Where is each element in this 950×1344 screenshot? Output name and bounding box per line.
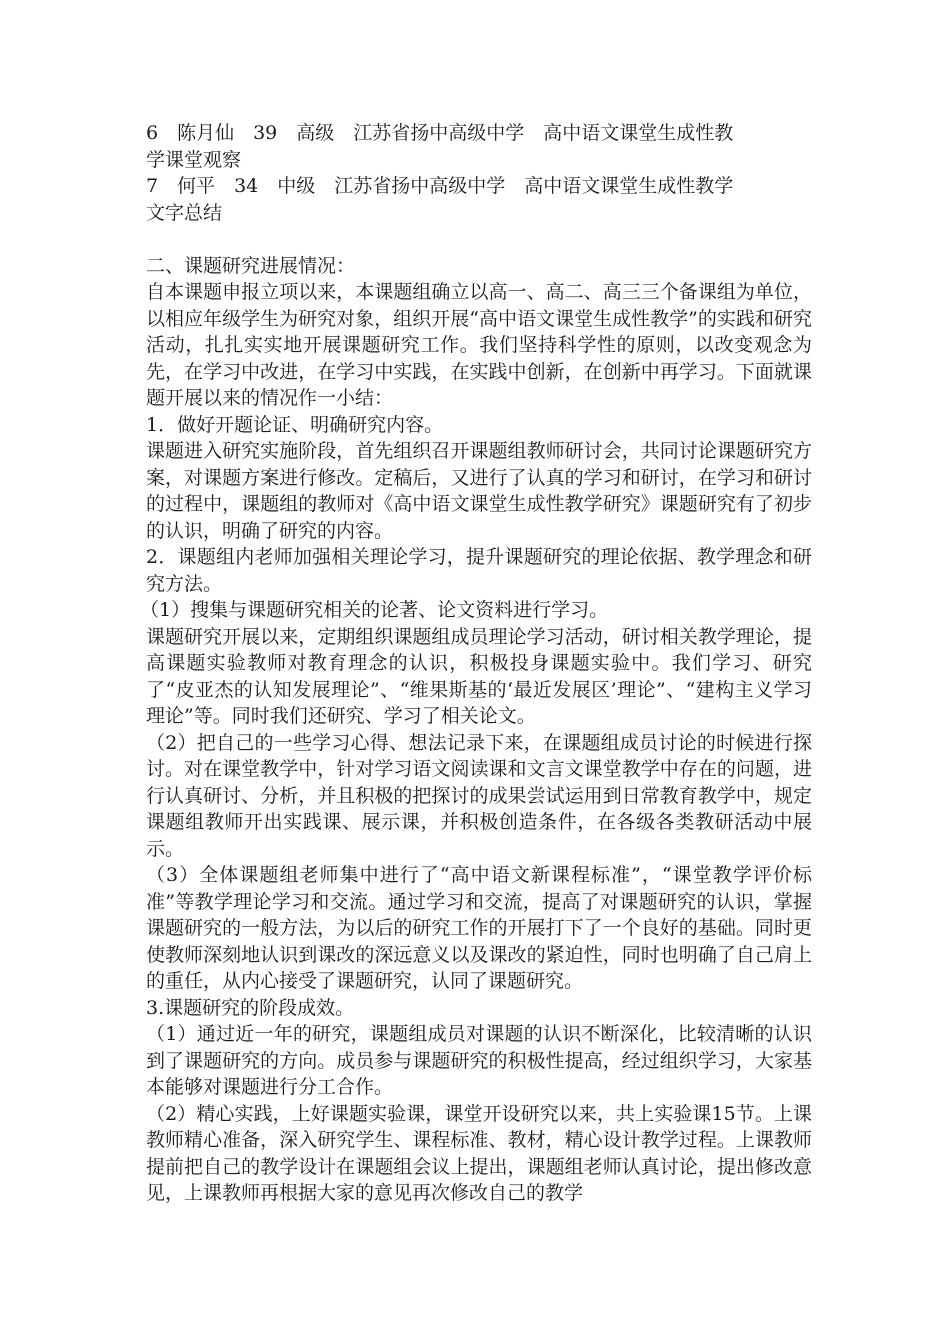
item1-heading: 1．做好开题论证、明确研究内容。 bbox=[146, 413, 444, 436]
member-row-7-cont: 文字总结 bbox=[146, 201, 223, 224]
spacer bbox=[146, 226, 812, 253]
member-row-7: 7 何平 34 中级 江苏省扬中高级中学 高中语文课堂生成性教学 bbox=[146, 175, 734, 197]
member-row-6: 6 陈月仙 39 高级 江苏省扬中高级中学 高中语文课堂生成性教 bbox=[146, 122, 734, 144]
item3-sub2: （2）精心实践，上好课题实验课，课堂开设研究以来，共上实验课15节。上课教师精心准备，深入研究学生、课程标准、教材，精心设计教学过程。上课教师提前把自己的教学设计在课题组会议上提出，课题组老师认真讨论，提出修改意见，上课教师再根据大家的意见再次修改自己的教学 bbox=[146, 1102, 812, 1204]
item2-sub1-body: 课题研究开展以来，定期组织课题组成员理论学习活动，研讨相关教学理论，提高课题实验教师对教育理念的认识，积极投身课题实验中。我们学习、研究了“皮亚杰的认知发展理论”、“维果斯基的‘最近发展区’理论”、“建构主义学习理论”等。同时我们还研究、学习了相关论文。 bbox=[146, 625, 812, 727]
item2-sub2: （2）把自己的一些学习心得、想法记录下来，在课题组成员讨论的时候进行探讨。对在课堂教学中，针对学习语文阅读课和文言文课堂教学中存在的问题，进行认真研讨、分析，并且积极的把探讨的成果尝试运用到日常教育教学中，规定课题组教师开出实践课、展示课，并积极创造条件，在各级各类教研活动中展示。 bbox=[146, 731, 812, 860]
item3-heading: 3.课题研究的阶段成效。 bbox=[146, 996, 355, 1019]
document-page bbox=[140, 120, 812, 1207]
member-row-6-cont: 学课堂观察 bbox=[146, 148, 242, 171]
item2-sub3: （3）全体课题组老师集中进行了“高中语文新课程标准”，“课堂教学评价标准”等教学理论学习和交流。通过学习和交流，提高了对课题研究的认识，掌握课题研究的一般方法，为以后的研究工作的开展打下了一个良好的基础。同时更使教师深刻地认识到课改的深远意义以及课改的紧迫性，同时也明确了自己肩上的重任，从内心接受了课题研究，认同了课题研究。 bbox=[146, 864, 812, 992]
item1-body: 课题进入研究实施阶段，首先组织召开课题组教师研讨会，共同讨论课题研究方案，对课题方案进行修改。定稿后，又进行了认真的学习和研讨，在学习和研讨的过程中，课题组的教师对《高中语文课堂生成性教学研究》课题研究有了初步的认识，明确了研究的内容。 bbox=[146, 440, 812, 542]
item2-sub1-heading: （1）搜集与课题研究相关的论著、论文资料进行学习。 bbox=[140, 599, 609, 621]
item2-heading: 2．课题组内老师加强相关理论学习，提升课题研究的理论依据、教学理念和研究方法。 bbox=[146, 546, 812, 595]
item3-sub1: （1）通过近一年的研究，课题组成员对课题的认识不断深化，比较清晰的认识到了课题研究的方向。成员参与课题研究的积极性提高，经过组织学习，大家基本能够对课题进行分工合作。 bbox=[146, 1023, 812, 1098]
intro-paragraph: 自本课题申报立项以来，本课题组确立以高一、高二、高三三个备课组为单位，以相应年级学生为研究对象，组织开展“高中语文课堂生成性教学”的实践和研究活动，扎扎实实地开展课题研究工作。我们坚持科学性的原则，以改变观念为先，在学习中改进，在学习中实践，在实践中创新，在创新中再学习。下面就课题开展以来的情况作一小结： bbox=[146, 281, 812, 409]
section-title: 二、课题研究进展情况： bbox=[146, 254, 356, 277]
